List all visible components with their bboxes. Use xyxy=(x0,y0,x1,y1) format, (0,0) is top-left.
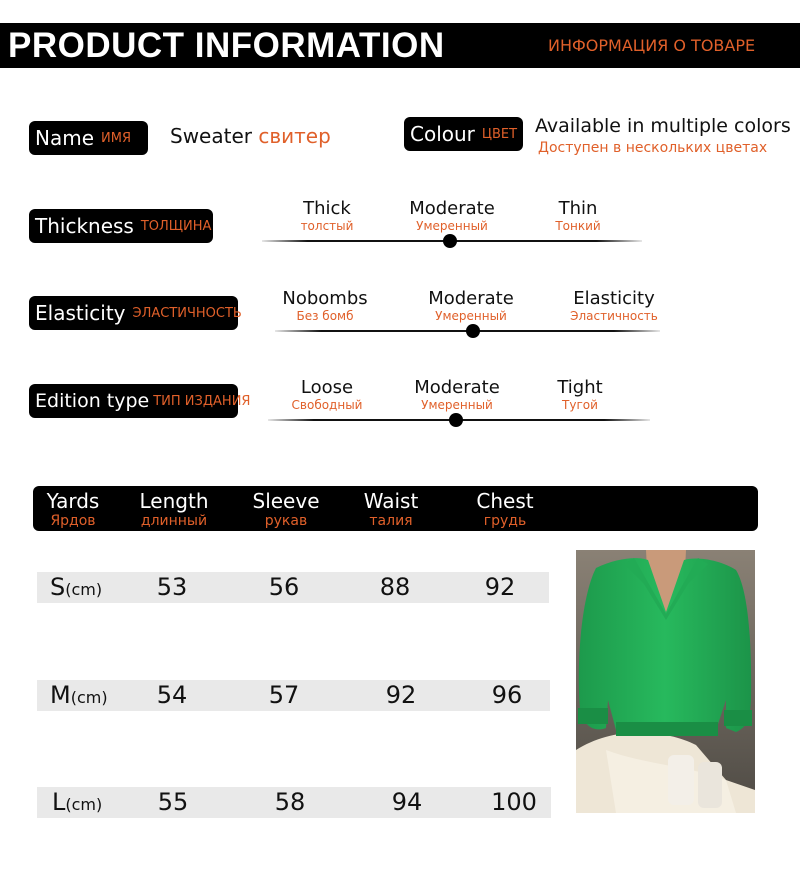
option-label-en: Elasticity xyxy=(573,288,655,309)
option-label-en: Nobombs xyxy=(282,288,368,309)
cell-sleeve: 57 xyxy=(268,681,300,709)
option-label-ru: Умеренный xyxy=(421,398,493,412)
page-subtitle: ИНФОРМАЦИЯ О ТОВАРЕ xyxy=(548,36,756,55)
cell-chest: 92 xyxy=(484,573,516,601)
thickness-option-thick xyxy=(301,199,354,233)
row-size-m xyxy=(50,680,108,713)
row-size-s xyxy=(50,572,102,605)
cell-length: 55 xyxy=(157,788,189,816)
elasticity-label xyxy=(29,296,242,330)
column-header-length xyxy=(140,489,209,529)
option-label-en: Thick xyxy=(303,198,351,219)
name-label-ru: ИМЯ xyxy=(101,130,131,146)
size-unit: (cm) xyxy=(70,688,108,707)
size-letter: L xyxy=(52,788,66,816)
colour-value-ru: Доступен в нескольких цветах xyxy=(538,140,768,156)
option-label-en: Moderate xyxy=(428,288,514,309)
colour-label-ru: ЦВЕТ xyxy=(481,126,518,142)
elasticity-label-ru: ЭЛАСТИЧНОСТЬ xyxy=(132,305,242,321)
column-header-en: Length xyxy=(139,489,209,513)
cell-chest: 100 xyxy=(491,788,537,816)
cell-sleeve: 58 xyxy=(274,788,306,816)
page-title: PRODUCT INFORMATION xyxy=(8,26,445,65)
column-header-ru: грудь xyxy=(483,513,527,529)
thickness-label-ru: ТОЛЩИНА xyxy=(140,218,212,234)
column-header-yards xyxy=(47,489,100,529)
option-label-ru: Тугой xyxy=(562,398,598,412)
edition-option-moderate xyxy=(414,378,500,412)
cell-length: 53 xyxy=(156,573,188,601)
cell-waist: 94 xyxy=(391,788,423,816)
thickness-label-en: Thickness xyxy=(35,214,134,238)
option-label-ru: толстый xyxy=(300,219,354,233)
edition-type-label xyxy=(29,384,251,418)
column-header-ru: длинный xyxy=(140,513,208,529)
elasticity-marker xyxy=(466,324,480,338)
edition-marker xyxy=(449,413,463,427)
option-label-ru: Тонкий xyxy=(555,219,601,233)
size-unit: (cm) xyxy=(65,580,103,599)
cell-length: 54 xyxy=(156,681,188,709)
option-label-en: Thin xyxy=(558,198,598,219)
column-header-en: Waist xyxy=(363,489,419,513)
option-label-ru: Умеренный xyxy=(435,309,507,323)
thickness-marker xyxy=(443,234,457,248)
column-header-waist xyxy=(364,489,419,529)
edition-type-label-ru: ТИП ИЗДАНИЯ xyxy=(153,393,251,409)
colour-label xyxy=(404,117,523,151)
column-header-ru: талия xyxy=(369,513,413,529)
name-label xyxy=(29,121,148,155)
thickness-option-moderate xyxy=(409,199,495,233)
colour-label-en: Colour xyxy=(410,122,475,146)
option-label-en: Moderate xyxy=(409,198,495,219)
size-letter: M xyxy=(50,681,71,709)
cell-waist: 92 xyxy=(385,681,417,709)
column-header-ru: Ярдов xyxy=(50,513,96,529)
cell-waist: 88 xyxy=(379,573,411,601)
size-unit: (cm) xyxy=(65,795,103,814)
option-label-ru: Свободный xyxy=(291,398,363,412)
cell-sleeve: 56 xyxy=(268,573,300,601)
column-header-ru: рукав xyxy=(264,513,308,529)
option-label-en: Loose xyxy=(300,377,354,398)
option-label-ru: Без бомб xyxy=(296,309,354,323)
column-header-sleeve xyxy=(252,489,319,529)
thickness-label xyxy=(29,209,213,243)
elasticity-option-moderate xyxy=(428,289,514,323)
thickness-option-thin xyxy=(555,199,600,233)
edition-type-label-en: Edition type xyxy=(35,390,150,412)
column-header-en: Sleeve xyxy=(252,489,320,513)
column-header-en: Chest xyxy=(476,489,534,513)
column-header-en: Yards xyxy=(46,489,100,513)
size-letter: S xyxy=(50,573,66,601)
column-header-chest xyxy=(476,489,533,529)
edition-option-loose xyxy=(292,378,363,412)
name-value xyxy=(170,123,331,149)
name-value-ru: свитер xyxy=(258,124,331,148)
edition-option-tight xyxy=(557,378,602,412)
option-label-ru: Эластичность xyxy=(570,309,658,323)
elasticity-label-en: Elasticity xyxy=(35,301,126,325)
product-photo xyxy=(576,550,755,813)
colour-value-en: Available in multiple colors xyxy=(535,115,791,137)
row-size-l xyxy=(52,787,102,820)
option-label-en: Moderate xyxy=(414,377,500,398)
option-label-en: Tight xyxy=(557,377,603,398)
sweater-illustration xyxy=(576,550,755,813)
cell-chest: 96 xyxy=(491,681,523,709)
name-label-en: Name xyxy=(35,126,95,150)
elasticity-option-nobombs xyxy=(282,289,367,323)
option-label-ru: Умеренный xyxy=(416,219,488,233)
name-value-en: Sweater xyxy=(170,124,252,148)
elasticity-option-elasticity xyxy=(570,289,658,323)
